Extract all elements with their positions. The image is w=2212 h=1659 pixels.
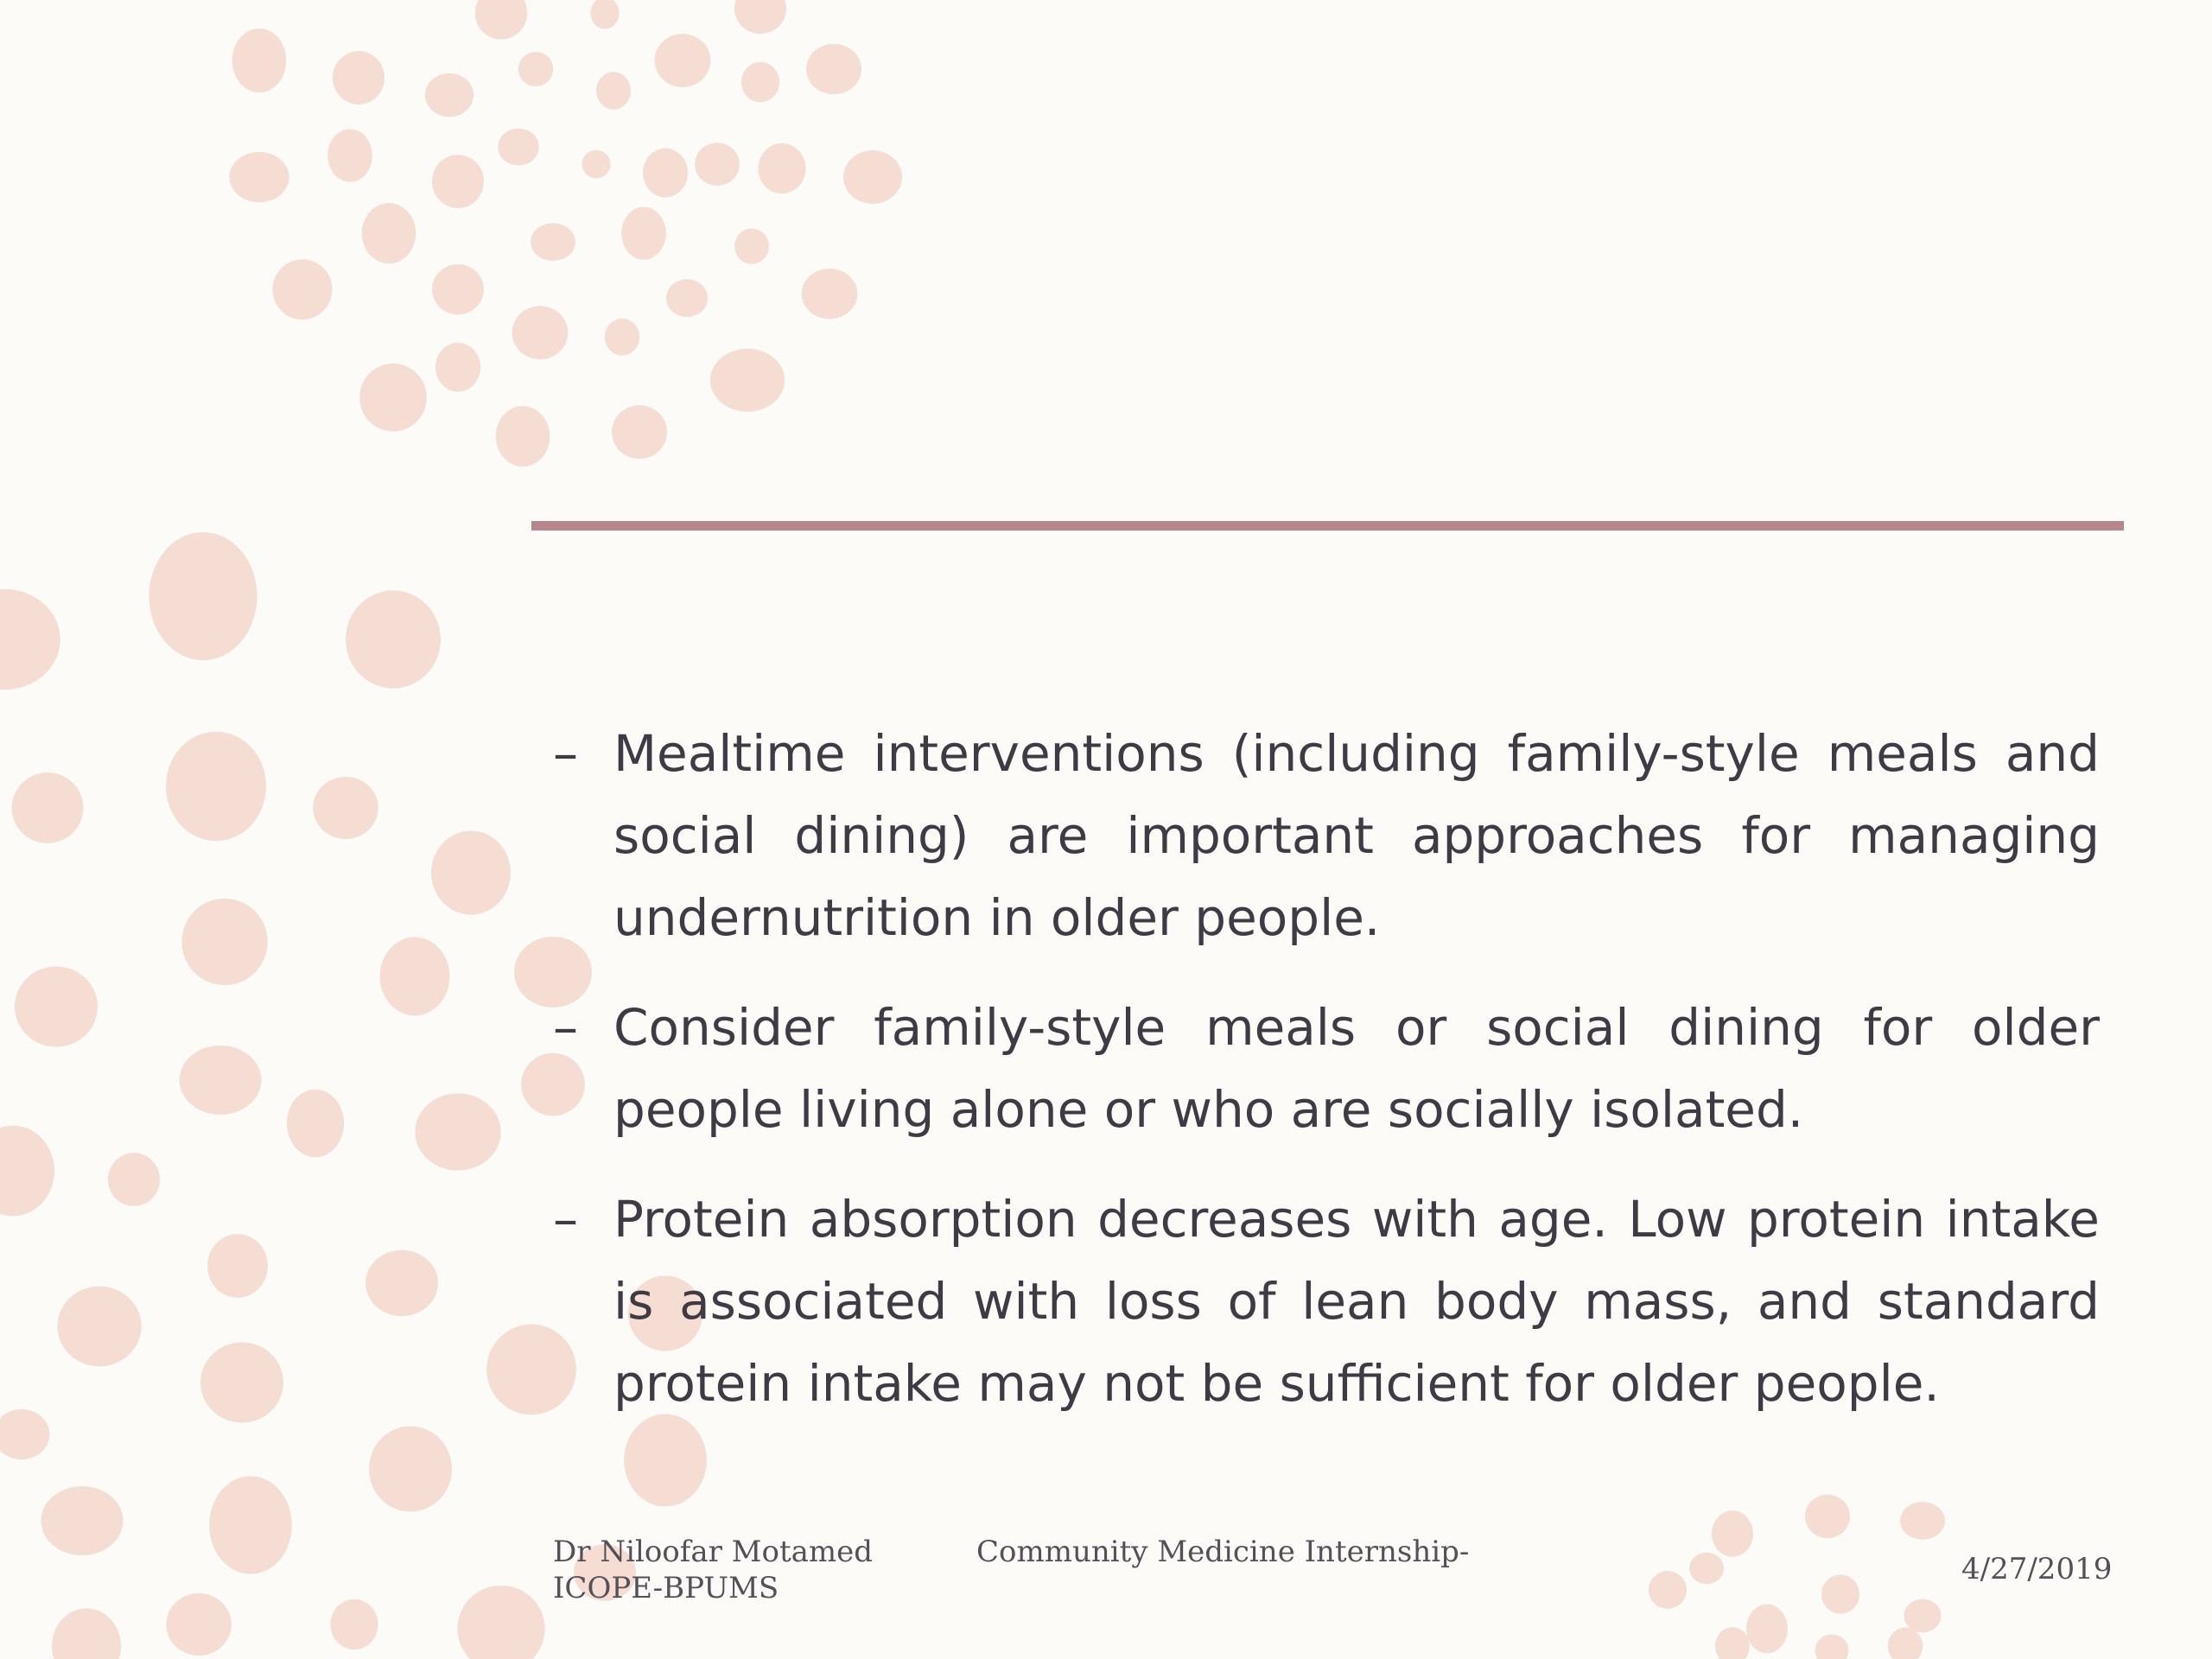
decor-dot <box>435 343 480 392</box>
decor-dot <box>596 72 631 110</box>
decor-dot <box>531 223 575 261</box>
decor-dot <box>612 405 667 459</box>
footer-course: Community Medicine Internship- <box>976 1535 1470 1569</box>
bullet-list <box>553 713 2100 1452</box>
decor-dot <box>734 0 786 34</box>
decor-dot <box>695 143 740 185</box>
decor-dot <box>362 203 416 264</box>
decor-dot <box>666 279 708 317</box>
decor-dot <box>475 0 527 40</box>
bullet-marker: – <box>553 1190 578 1249</box>
decor-dot <box>272 259 332 320</box>
decor-dot <box>179 1046 261 1115</box>
decor-dot <box>1712 1510 1753 1557</box>
decor-dot <box>457 1586 544 1659</box>
decor-dot <box>432 155 484 208</box>
bullet-text: Consider family-style meals or social dining for older people living alone or who are socially isolated. <box>613 998 2100 1139</box>
bullet-marker: – <box>553 998 578 1057</box>
decor-dot <box>415 1093 500 1170</box>
decor-dot <box>621 207 666 259</box>
decor-dot <box>498 129 539 166</box>
decor-dot <box>12 772 84 843</box>
decor-dot <box>643 149 688 198</box>
decor-dot <box>518 52 553 86</box>
decor-dot <box>741 62 779 103</box>
decor-dot <box>655 34 711 87</box>
footer-author <box>553 1534 873 1606</box>
decor-dot <box>1900 1502 1945 1540</box>
bullet-item-1 <box>553 713 2100 959</box>
decor-dot <box>0 589 60 690</box>
decor-dot <box>1715 1627 1750 1659</box>
decor-dot <box>181 899 267 985</box>
decor-dot <box>710 349 785 412</box>
decor-dot <box>802 269 858 319</box>
decor-dot <box>496 406 550 467</box>
decor-dot <box>0 1126 54 1217</box>
decor-dot <box>330 1599 378 1649</box>
decor-dot <box>15 966 98 1046</box>
bullet-item-2 <box>553 987 2100 1151</box>
decor-dot <box>108 1153 160 1206</box>
decor-dot <box>359 364 427 431</box>
bullet-marker: – <box>553 724 578 783</box>
decor-dot <box>57 1287 141 1367</box>
decor-dot <box>1904 1599 1941 1633</box>
title-divider-line <box>531 521 2124 531</box>
decor-dot <box>369 1427 452 1512</box>
decor-dot <box>582 150 610 179</box>
decor-dot <box>346 590 441 688</box>
decor-dot <box>605 319 639 356</box>
decor-dot <box>1649 1571 1687 1609</box>
decor-dot <box>166 1593 232 1656</box>
decor-dot <box>41 1486 123 1555</box>
decor-dot <box>333 51 385 105</box>
decor-dot <box>209 1476 292 1573</box>
decor-dot <box>432 264 484 315</box>
decor-dot <box>365 1250 438 1316</box>
decor-dot <box>590 0 619 29</box>
decor-dot <box>149 532 257 660</box>
footer-author-name: Dr Niloofar Motamed <box>553 1535 874 1569</box>
footer-affiliation: ICOPE-BPUMS <box>553 1571 779 1605</box>
decor-dot <box>431 831 511 915</box>
decor-dot <box>734 228 769 264</box>
decor-dot <box>1888 1628 1923 1659</box>
decor-dot <box>512 306 569 359</box>
decor-dot <box>327 129 372 181</box>
footer-date: 4/27/2019 <box>1961 1552 2113 1586</box>
decor-dot <box>313 777 378 839</box>
decor-dot <box>425 73 474 117</box>
decor-dot <box>758 143 805 194</box>
decor-dot <box>229 152 289 202</box>
decor-dot <box>200 1342 283 1422</box>
bullet-item-3 <box>553 1179 2100 1425</box>
bullet-text: Protein absorption decreases with age. Low protein intake is associated with loss of lean body mass, and standard protein intake may not be sufficient for older people. <box>613 1190 2100 1413</box>
decor-dot <box>0 1409 49 1459</box>
decor-dot <box>380 938 450 1016</box>
decor-dot <box>166 732 266 841</box>
decor-dot <box>1746 1605 1788 1654</box>
bullet-text: Mealtime interventions (including family-style meals and social dining) are important approaches for managing undernutrition in older people. <box>613 724 2100 947</box>
decor-dot <box>52 1608 121 1659</box>
decor-dot <box>806 44 861 94</box>
decor-dot <box>1815 1634 1849 1659</box>
decor-dot <box>232 29 287 92</box>
decor-dot <box>1821 1574 1859 1613</box>
decor-dot <box>1805 1495 1850 1538</box>
decor-dot <box>287 1090 344 1157</box>
decor-dot <box>1689 1553 1724 1584</box>
decor-dot <box>207 1234 268 1298</box>
decor-dot <box>843 150 902 204</box>
